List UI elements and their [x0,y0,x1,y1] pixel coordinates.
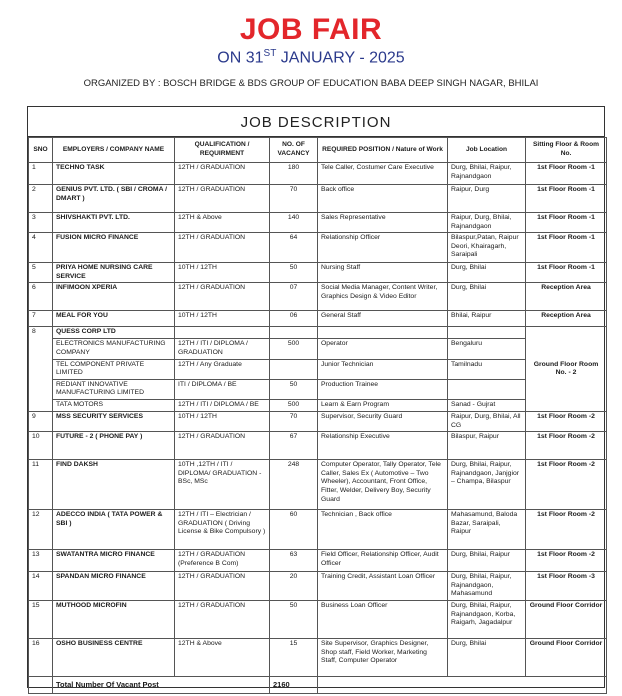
table-row [29,283,607,311]
row-sitting: 1st Floor Room -2 [526,432,607,460]
row-employer: SHIVSHAKTI PVT. LTD. [53,213,175,233]
row-vacancy: 50 [270,379,318,399]
table-row [29,163,607,185]
row-position: Junior Technician [318,359,448,379]
row-position: Relationship Executive [318,432,448,460]
row-qualification: 12TH / GRADUATION (Preference B Com) [175,550,270,572]
row-location: Mahasamund, Baloda Bazar, Saraipali, Raipur [448,510,526,550]
row-qualification: 10TH / 12TH [175,311,270,327]
row-sno: 1 [29,163,53,185]
row-vacancy: 64 [270,233,318,263]
row-sno: 7 [29,311,53,327]
row-sub-employer: REDIANT INNOVATIVE MANUFACTURING LIMITED [53,379,175,399]
row-employer: SPANDAN MICRO FINANCE [53,572,175,601]
row-employer: FIND DAKSH [53,460,175,510]
header-employer: EMPLOYERS / COMPANY NAME [53,138,175,163]
row-position: Operator [318,339,448,359]
row-qualification: 10TH / 12TH [175,411,270,431]
header-sno: SNO [29,138,53,163]
row-position: Back office [318,185,448,213]
row-location: Durg, Bhilai, Raipur, Rajnandgaon, Korba, Raigarh, Jagadalpur [448,600,526,638]
row-vacancy: 248 [270,460,318,510]
row-vacancy: 60 [270,510,318,550]
row-qualification: 12TH & Above [175,638,270,676]
row-location: Durg, Bhilai, Raipur, Rajnandgaon, Mahasamund [448,572,526,601]
section-title: JOB DESCRIPTION [28,107,604,137]
row-location: Raipur, Durg, Bhilai, All CG [448,411,526,431]
row-employer: ADECCO INDIA ( TATA POWER & SBI ) [53,510,175,550]
row-location: Durg, Bhilai, Raipur [448,550,526,572]
row-vacancy [270,327,318,339]
row-position: Learn & Earn Program [318,399,448,411]
row-sitting: 1st Floor Room -2 [526,460,607,510]
total-label: Total Number Of Vacant Post [53,676,270,693]
table-row [29,510,607,550]
table-row [29,339,607,359]
row-qualification: 12TH / GRADUATION [175,185,270,213]
row-location [448,379,526,399]
row-employer: MEAL FOR YOU [53,311,175,327]
header-location: Job Location [448,138,526,163]
row-qualification: 12TH / ITI – Electrician / GRADUATION ( Driving License & Bike Compulsory ) [175,510,270,550]
table-row [29,411,607,431]
row-location: Tamilnadu [448,359,526,379]
row-sno: 2 [29,185,53,213]
total-filler [318,676,607,693]
row-qualification: 12TH / GRADUATION [175,283,270,311]
table-row [29,432,607,460]
row-location: Sanad - Gujrat [448,399,526,411]
table-row [29,572,607,601]
row-vacancy: 500 [270,339,318,359]
row-vacancy: 50 [270,263,318,283]
row-sno: 8 [29,327,53,412]
table-row [29,327,607,339]
row-employer: FUSION MICRO FINANCE [53,233,175,263]
table-row [29,460,607,510]
table-row [29,233,607,263]
page-title: JOB FAIR [239,13,383,46]
row-sitting: Reception Area [526,283,607,311]
row-sitting: 1st Floor Room -2 [526,550,607,572]
row-qualification: 12TH / GRADUATION [175,233,270,263]
row-position: Nursing Staff [318,263,448,283]
table-row [29,185,607,213]
row-location: Durg, Bhilai [448,638,526,676]
event-date [0,48,622,67]
row-vacancy: 63 [270,550,318,572]
row-vacancy: 07 [270,283,318,311]
row-sitting: 1st Floor Room -1 [526,163,607,185]
header-position: REQUIRED POSITION / Nature of Work [318,138,448,163]
table-row [29,359,607,379]
row-qualification: 12TH & Above [175,213,270,233]
table-header-row [29,138,607,163]
row-sno: 15 [29,600,53,638]
job-table [28,137,607,694]
row-employer: QUESS CORP LTD [53,327,175,339]
row-position: Technician , Back office [318,510,448,550]
row-vacancy: 500 [270,399,318,411]
row-sitting: 1st Floor Room -1 [526,263,607,283]
row-location: Durg, Bhilai [448,263,526,283]
row-sitting: 1st Floor Room -1 [526,213,607,233]
row-sno: 13 [29,550,53,572]
row-vacancy: 140 [270,213,318,233]
row-position: Supervisor, Security Guard [318,411,448,431]
row-vacancy: 180 [270,163,318,185]
row-sitting: 1st Floor Room -1 [526,233,607,263]
row-sno: 11 [29,460,53,510]
header-qualification: QUALIFICATION / REQUIRMENT [175,138,270,163]
row-vacancy: 67 [270,432,318,460]
total-label-spacer [29,676,53,693]
row-location: Durg, Bhilai [448,283,526,311]
row-location: Bhilai, Raipur [448,311,526,327]
row-vacancy: 06 [270,311,318,327]
table-row [29,263,607,283]
total-value: 2160 [270,676,318,693]
row-sno: 16 [29,638,53,676]
row-position: Sales Representative [318,213,448,233]
row-sno: 4 [29,233,53,263]
row-employer: PRIYA HOME NURSING CARE SERVICE [53,263,175,283]
row-position: Training Credit, Assistant Loan Officer [318,572,448,601]
row-employer: SWATANTRA MICRO FINANCE [53,550,175,572]
row-position: Field Officer, Relationship Officer, Audit Officer [318,550,448,572]
row-sitting: 1st Floor Room -1 [526,185,607,213]
row-location: Durg, Bhilai, Raipur, Rajnandgaon [448,163,526,185]
table-row [29,379,607,399]
row-vacancy: 50 [270,600,318,638]
date-prefix: ON 31 [217,49,264,67]
total-row [29,676,607,693]
row-employer: FUTURE - 2 ( PHONE PAY ) [53,432,175,460]
row-sno: 14 [29,572,53,601]
row-position: Computer Operator, Tally Operator, Tele Caller, Sales Ex ( Automotive – Two Wheeler), Accountant, Front Office, Fitter, Welder, Delivery Boy, Security Guard [318,460,448,510]
row-employer: GENIUS PVT. LTD. ( SBI / CROMA / DMART ) [53,185,175,213]
row-location: Bilaspur,Patan, Raipur Deori, Khairagarh, Saraipali [448,233,526,263]
organizer-line: ORGANIZED BY : BOSCH BRIDGE & BDS GROUP OF EDUCATION BABA DEEP SINGH NAGAR, BHILAI [83,78,539,89]
row-vacancy: 70 [270,185,318,213]
job-description-sheet [27,106,605,688]
row-position: Production Trainee [318,379,448,399]
row-position: Social Media Manager, Content Writer, Graphics Design & Video Editor [318,283,448,311]
row-qualification: 12TH / GRADUATION [175,163,270,185]
table-row [29,311,607,327]
row-location [448,327,526,339]
row-sno: 3 [29,213,53,233]
row-vacancy [270,359,318,379]
row-position: General Staff [318,311,448,327]
row-qualification: 10TH / 12TH [175,263,270,283]
table-row [29,550,607,572]
row-qualification: 12TH / GRADUATION [175,572,270,601]
row-sno: 9 [29,411,53,431]
date-suffix-sup: ST [263,48,277,59]
row-sno: 5 [29,263,53,283]
row-vacancy: 15 [270,638,318,676]
row-qualification: 10TH ,12TH / ITI / DIPLOMA/ GRADUATION - BSc, MSc [175,460,270,510]
date-month-year: JANUARY - 2025 [276,49,405,67]
row-employer: INFIMOON XPERIA [53,283,175,311]
row-vacancy: 20 [270,572,318,601]
row-employer: MSS SECURITY SERVICES [53,411,175,431]
row-qualification [175,327,270,339]
header-vacancy: NO. OF VACANCY [270,138,318,163]
row-qualification: 12TH / ITI / DIPLOMA / BE [175,399,270,411]
row-sub-employer: TATA MOTORS [53,399,175,411]
row-qualification: 12TH / Any Graduate [175,359,270,379]
row-position: Site Supervisor, Graphics Designer, Shop staff, Field Worker, Marketing Staff, Computer Operator [318,638,448,676]
row-sitting: Ground Floor Corridor [526,638,607,676]
row-qualification: ITI / DIPLOMA / BE [175,379,270,399]
row-sitting: 1st Floor Room -2 [526,510,607,550]
row-position: Relationship Officer [318,233,448,263]
row-employer: OSHO BUSINESS CENTRE [53,638,175,676]
row-sitting: Ground Floor Corridor [526,600,607,638]
row-sno: 10 [29,432,53,460]
row-sitting: Reception Area [526,311,607,327]
row-location: Bengaluru [448,339,526,359]
row-position [318,327,448,339]
row-qualification: 12TH / GRADUATION [175,600,270,638]
table-row [29,213,607,233]
row-sub-employer: TEL COMPONENT PRIVATE LIMITED [53,359,175,379]
row-sitting: 1st Floor Room -2 [526,411,607,431]
row-sitting: 1st Floor Room -3 [526,572,607,601]
table-row [29,638,607,676]
row-qualification: 12TH / GRADUATION [175,432,270,460]
row-location: Durg, Bhilai, Raipur, Rajnandgaon, Janjgior – Champa, Bilaspur [448,460,526,510]
row-qualification: 12TH / ITI / DIPLOMA / GRADUATION [175,339,270,359]
row-sub-employer: ELECTRONICS MANUFACTURING COMPANY [53,339,175,359]
table-row [29,399,607,411]
row-sno: 6 [29,283,53,311]
row-sitting: Ground Floor Room No. - 2 [526,327,607,412]
row-vacancy: 70 [270,411,318,431]
header-sitting: Sitting Floor & Room No. [526,138,607,163]
row-location: Raipur, Durg [448,185,526,213]
row-position: Business Loan Officer [318,600,448,638]
row-employer: MUTHOOD MICROFIN [53,600,175,638]
row-sno: 12 [29,510,53,550]
row-location: Bilaspur, Raipur [448,432,526,460]
row-employer: TECHNO TASK [53,163,175,185]
row-location: Raipur, Durg, Bhilai, Rajnandgaon [448,213,526,233]
table-row [29,600,607,638]
row-position: Tele Caller, Costumer Care Executive [318,163,448,185]
